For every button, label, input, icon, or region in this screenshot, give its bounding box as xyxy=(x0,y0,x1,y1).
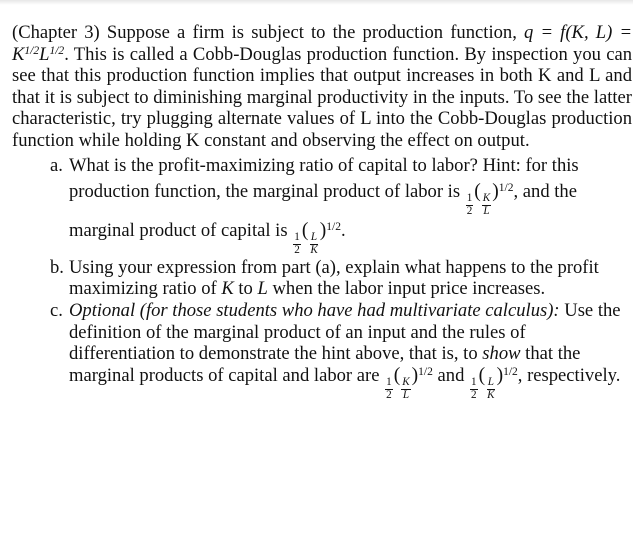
question-c-marker: c. xyxy=(50,299,63,321)
question-b: b. Using your expression from part (a), explain what happens to the profit maximizing ratio of K to L when the labor input price increases. xyxy=(50,256,599,300)
question-a: a. What is the profit-maximizing ratio of capital to labor? Hint: for this production function, the marginal product of labor is $\frac{1}{2}$ ( $\frac{K}{L}$ )$^{1/2}$, and the marginal product of capital is $\frac{1}{2}$ ( $\frac{L}{K}$ )$^{1/2}$. xyxy=(50,154,579,257)
page-top-edge xyxy=(0,0,633,5)
question-a-text-1: What is the profit-maximizing ratio of capital to labor? Hint: for this production function, the marginal product of labor is xyxy=(69,154,579,202)
question-c-optional-note: Optional (for those students who have had multivariate calculus): xyxy=(69,299,560,321)
mpk-result-expression: $\frac{1}{2}$ ( $\frac{K}{L}$ )$^{1/2}$ xyxy=(386,364,433,402)
intro-text-1: (Chapter 3) Suppose a firm is subject to the production function, xyxy=(12,22,525,43)
intro-text-2: . This is called a Cobb-Douglas production function. By inspection you can see that this production function implies that output increases in both K and L and that it is subject to diminishing marginal productivity in the inputs. To see the latter characteristic, try plugging alternate values of L into the Cobb-Douglas production function while holding K constant and observing the effect on output. xyxy=(12,43,632,151)
problem-document xyxy=(12,22,632,402)
intro-paragraph xyxy=(12,22,632,152)
production-function: q = f(K, $L) = K^{1/2}L^{1/2}$ xyxy=(12,22,632,65)
question-b-text-1: Using your expression from part (a), explain what happens to the profit maximizing ratio of xyxy=(69,256,599,300)
question-c-text-2: that the marginal products of capital and labor are xyxy=(69,343,581,386)
question-b-marker: b. xyxy=(50,256,64,278)
question-a-marker: a. xyxy=(50,154,63,176)
question-c-text-1: Use the definition of the marginal product of an input and the rules of differentiation to demonstrate the hint above, that is, to xyxy=(69,299,621,365)
mpk-expression: $\frac{1}{2}$ ( $\frac{L}{K}$ )$^{1/2}$ xyxy=(294,219,341,257)
mpl-result-expression: $\frac{1}{2}$ ( $\frac{L}{K}$ )$^{1/2}$ xyxy=(471,364,518,402)
mpl-expression: $\frac{1}{2}$ ( $\frac{K}{L}$ )$^{1/2}$ xyxy=(466,180,514,217)
question-a-text-2: , and the marginal product of capital is xyxy=(69,180,577,241)
question-c: c. Optional (for those students who have had multivariate calculus): Use the definition of the marginal product of an input and the rules of differentiation to demonstrate the hint above, that is, to show that the marginal products of capital and labor are $\frac{1}{2}$ ( $\frac{K}{L}$ )$^{1/2}$ and $\frac{1}{2}$ ( $\frac{L}{K}$ )$^{1/2}$, respectively. xyxy=(50,299,621,402)
question-list xyxy=(12,153,632,402)
